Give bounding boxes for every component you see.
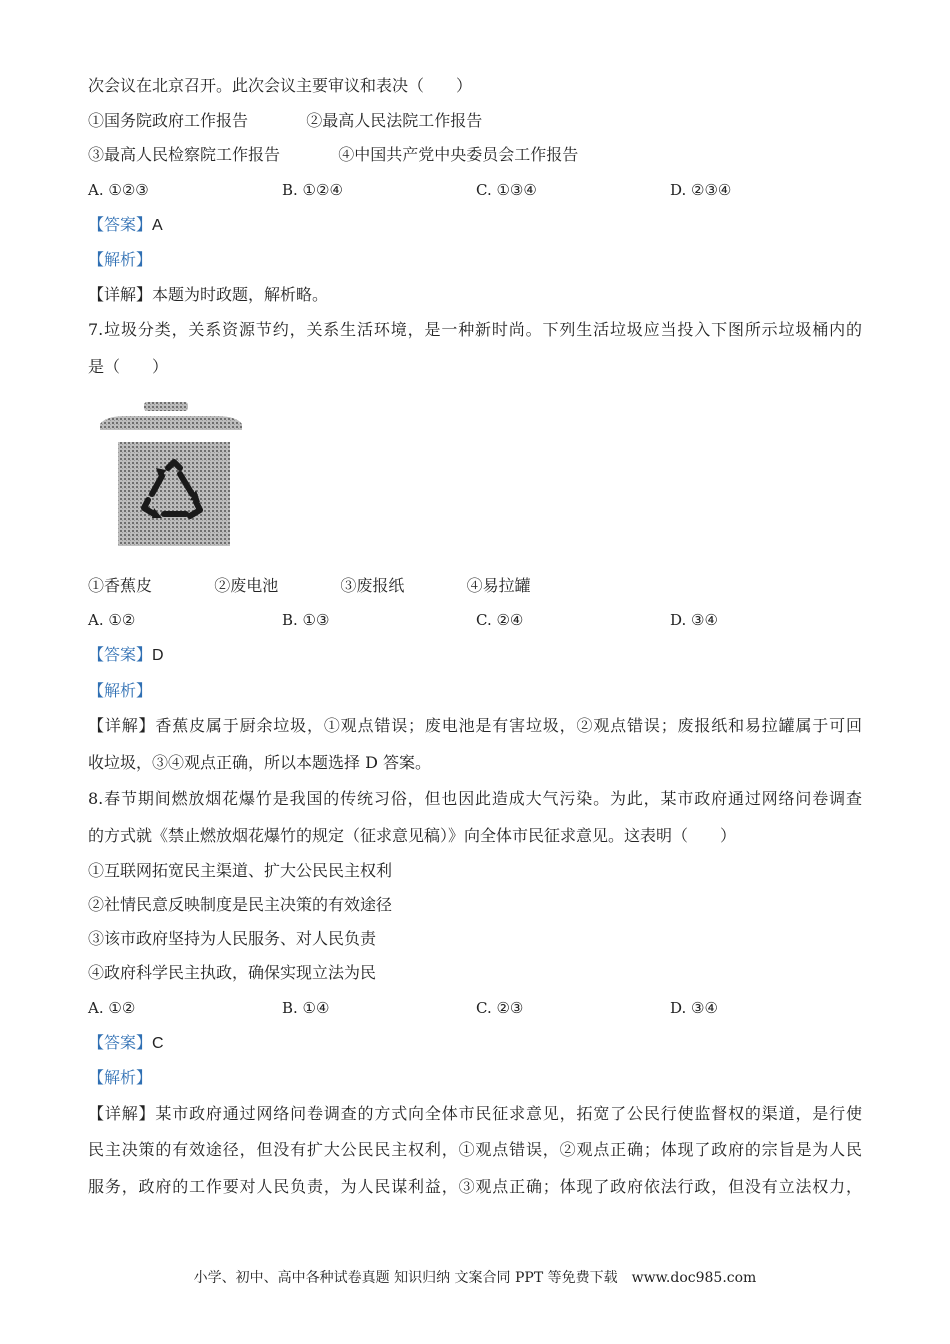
answer-tag: 【答案】 [88, 1033, 153, 1052]
q8-item-3: ③该市政府坚持为人民服务、对人民负责 [88, 929, 377, 948]
q6-item-4: ④中国共产党中央委员会工作报告 [338, 145, 579, 164]
q6-detail [88, 285, 328, 305]
q7-option-d[interactable]: D. ③④ [670, 611, 718, 629]
q7-detail-line2: 收垃圾，③④观点正确，所以本题选择 D 答案。 [88, 753, 432, 772]
detail-tag: 【详解】 [88, 1104, 156, 1123]
q7-detail-line1 [88, 716, 862, 736]
q8-detail-line1 [88, 1104, 862, 1124]
q7-answer [88, 645, 164, 666]
q8-stem-line2: 的方式就《禁止燃放烟花爆竹的规定（征求意见稿）》向全体市民征求意见。这表明（ ） [88, 826, 737, 845]
q8-answer [88, 1033, 164, 1054]
q6-option-a[interactable]: A. ①②③ [88, 181, 149, 199]
q8-analysis-tag: 【解析】 [88, 1068, 153, 1087]
q7-option-a[interactable]: A. ①② [88, 611, 136, 629]
q7-item-4: ④易拉罐 [466, 576, 531, 595]
answer-tag: 【答案】 [88, 645, 153, 664]
answer-value: C [152, 1035, 164, 1052]
q7-item-2: ②废电池 [214, 576, 279, 595]
q6-option-b[interactable]: B. ①②④ [282, 181, 343, 199]
q6-option-d[interactable]: D. ②③④ [670, 181, 732, 199]
q8-stem-line1: 8.春节期间燃放烟花爆竹是我国的传统习俗，但也因此造成大气污染。为此，某市政府通过网络问卷调查 [88, 789, 862, 808]
q7-option-c[interactable]: C. ②④ [476, 611, 524, 629]
answer-tag: 【答案】 [88, 215, 153, 234]
q8-detail-line2: 民主决策的有效途径，但没有扩大公民民主权利，①观点错误，②观点正确；体现了政府的宗旨是为人民 [88, 1140, 862, 1159]
q8-option-a[interactable]: A. ①② [88, 999, 136, 1017]
detail-tag: 【详解】 [88, 716, 156, 735]
page-footer: 小学、初中、高中各种试卷真题 知识归纳 文案合同 PPT 等免费下载 www.doc985.com [193, 1270, 757, 1286]
q6-answer [88, 215, 163, 236]
detail-text: 香蕉皮属于厨余垃圾，①观点错误；废电池是有害垃圾，②观点错误；废报纸和易拉罐属于可回 [155, 716, 862, 735]
q7-item-3: ③废报纸 [340, 576, 405, 595]
q6-items-row2 [88, 145, 578, 165]
q8-option-c[interactable]: C. ②③ [476, 999, 524, 1017]
q8-item-4: ④政府科学民主执政，确保实现立法为民 [88, 963, 377, 982]
q7-analysis-tag: 【解析】 [88, 681, 153, 700]
q7-item-1: ①香蕉皮 [88, 576, 153, 595]
answer-value: A [152, 217, 163, 234]
q8-item-1: ①互联网拓宽民主渠道、扩大公民民主权利 [88, 861, 393, 880]
q6-item-2: ②最高人民法院工作报告 [306, 111, 483, 130]
detail-tag: 【详解】 [88, 285, 153, 304]
q6-items-row1 [88, 111, 482, 131]
q7-stem-line1: 7.垃圾分类，关系资源节约，关系生活环境，是一种新时尚。下列生活垃圾应当投入下图所示垃圾桶内的 [88, 320, 862, 339]
recycle-bin-icon [96, 398, 246, 550]
q8-detail-line3: 服务，政府的工作要对人民负责，为人民谋利益，③观点正确；体现了政府依法行政，但没有立法权力， [88, 1177, 862, 1196]
answer-value: D [152, 647, 164, 664]
q8-option-d[interactable]: D. ③④ [670, 999, 718, 1017]
q8-item-2: ②社情民意反映制度是民主决策的有效途径 [88, 895, 393, 914]
q6-item-1: ①国务院政府工作报告 [88, 111, 249, 130]
q7-option-b[interactable]: B. ①③ [282, 611, 330, 629]
detail-text: 本题为时政题，解析略。 [152, 285, 329, 304]
q6-analysis-tag: 【解析】 [88, 250, 153, 269]
q7-items [88, 576, 531, 596]
q8-option-b[interactable]: B. ①④ [282, 999, 330, 1017]
q7-stem-line2: 是（ ） [88, 357, 169, 376]
q6-option-c[interactable]: C. ①③④ [476, 181, 537, 199]
q6-stem: 次会议在北京召开。此次会议主要审议和表决（ ） [88, 76, 473, 95]
detail-text: 某市政府通过网络问卷调查的方式向全体市民征求意见，拓宽了公民行使监督权的渠道，是行使 [155, 1104, 862, 1123]
q6-item-3: ③最高人民检察院工作报告 [88, 145, 281, 164]
